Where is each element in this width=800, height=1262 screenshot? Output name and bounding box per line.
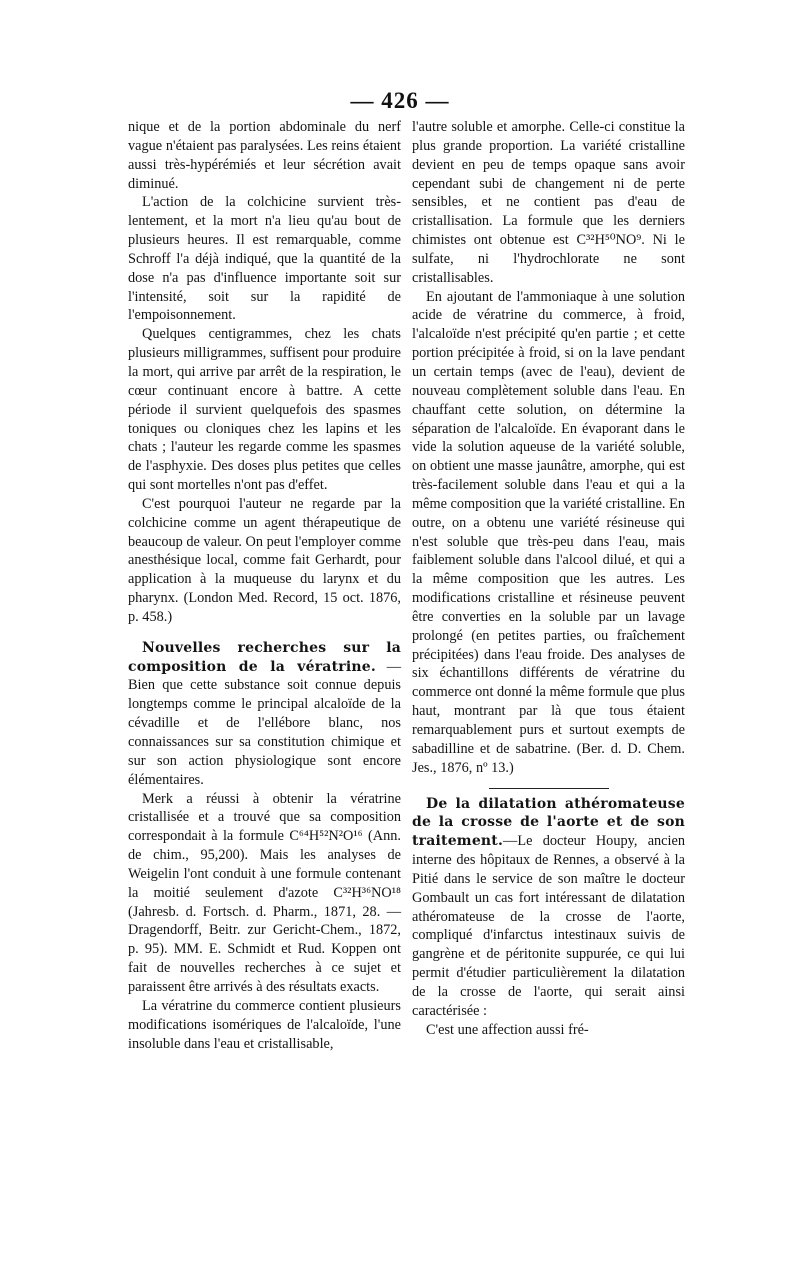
paragraph: En ajoutant de l'ammoniaque à une solution acide de vératrine du commerce, à froid, l'alcaloïde n'est précipité qu'en partie ; et cette portion précipitée à froid, si on la lave pendant un certain temps (avec de l'eau), devient de nouveau complètement soluble dans l'eau. En chauffant cette solution, on détermine la séparation de l'alcaloïde. En évaporant dans le vide la solution aqueuse de la variété soluble, on obtient une masse jaunâtre, amorphe, qui est très-facilement soluble dans l'eau et qui a la même composition que la variété cristalline. En outre, on a obtenu une variété résineuse qui n'est soluble que très-peu dans l'eau, mais faiblement soluble dans l'alcool dilué, et qui a la même composition que les autres. Les modifications cristalline et résineuse peuvent être converties en la soluble par un lavage prolongé (en petites parties, ou fraîchement précipitées) dans l'eau froide. Des analyses de six échantillons différents de vératrine du commerce ont donné la même formule que plus haut, montrant par là que tous étaient remarquablement purs et surtout exempts de sabadilline et de sabatrine. (Ber. d. D. Chem. Jes., 1876, nº 13.) [412,288,685,776]
section-title-dilatation: De la dilatation athéromateuse de la crosse de l'aorte et de son traitement. [412,795,685,850]
paragraph: La vératrine du commerce contient plusieurs modifications isomériques de l'alcaloïde, l'une insoluble dans l'eau et cristallisable, [128,997,401,1052]
section-title-veratrine: Nouvelles recherches sur la composition de la vératrine. [128,639,401,675]
paragraph: nique et de la portion abdominale du nerf vague n'étaient pas paralysées. Les reins étaient aussi très-hypérémiés et leur sécrétion avait diminué. [128,119,401,192]
section-paragraph-veratrine [128,639,401,790]
section-intro-text: —Le docteur Houpy, ancien interne des hôpitaux de Rennes, a observé à la Pitié dans le service de son maître le docteur Gombault un cas fort intéressant de dilatation athéromateuse de la crosse de l'aorte, compliqué d'infarctus intestinaux suivis de gangrène et de péritonite suppurée, ce qui lui permit d'étudier particulièrement la dilatation de la crosse de l'aorte, qui serait ainsi caractérisée : [412,833,685,1019]
section-divider [489,788,609,789]
right-column [412,118,685,1040]
page-number: — 426 — [350,88,450,113]
paragraph: C'est une affection aussi fré- [426,1021,589,1038]
paragraph: l'autre soluble et amorphe. Celle-ci constitue la plus grande proportion. La variété cristalline devient en peu de temps opaque sans avoir cependant subi de changement ni de perte sensibles, et ne contient pas d'eau de cristallisation. La formule que les derniers chimistes ont obtenue est C³²H⁵⁰NO⁹. Ni le sulfate, ni l'hydrochlorate ne sont cristallisables. [412,119,685,286]
paragraph: Quelques centigrammes, chez les chats plusieurs milligrammes, suffisent pour produire la mort, qui arrive par arrêt de la respiration, le cœur continuant encore à battre. A cette période il survient quelquefois des spasmes toniques ou cloniques chez les lapins et les chats ; l'auteur les regarde comme les spasmes de l'asphyxie. Des doses plus petites que celles qui sont mortelles n'ont pas d'effet. [128,326,401,494]
section-paragraph-dilatation [412,795,685,1021]
paragraph: Merk a réussi à obtenir la vératrine cristallisée et a trouvé que sa composition correspondait à la formule C⁶⁴H⁵²N²O¹⁶ (Ann. de chim., 95,200). Mais les analyses de Weigelin l'ont conduit à une formule contenant la moitié seulement d'azote C³²H³⁶NO¹⁸ (Jahresb. d. Fortsch. d. Pharm., 1871, 28. — Dragendorff, Beitr. zur Gericht-Chem., 1872, p. 95). MM. E. Schmidt et Rud. Koppen ont fait de nouvelles recherches à ce sujet et paraissent être arrivés à des résultats exacts. [128,790,401,995]
section-intro-text: — Bien que cette substance soit connue depuis longtemps comme le principal alcaloïde de la cévadille et de l'ellébore blanc, nos connaissances sur sa constitution chimique et sur son action physiologique sont encore élémentaires. [128,658,401,788]
paragraph: L'action de la colchicine survient très-lentement, et la mort n'a lieu qu'au bout de plusieurs heures. Il est remarquable, comme Schroff l'a déjà indiqué, que la quantité de la dose n'a pas d'influence importante soit sur l'intensité, soit sur la rapidité de l'empoisonnement. [128,194,401,324]
paragraph: C'est pourquoi l'auteur ne regarde par la colchicine comme un agent thérapeutique de beaucoup de valeur. On peut l'employer comme anesthésique local, comme fait Gerhardt, pour application à la muqueuse du larynx et du pharynx. (London Med. Record, 15 oct. 1876, p. 458.) [128,495,401,625]
left-column [128,118,401,1053]
